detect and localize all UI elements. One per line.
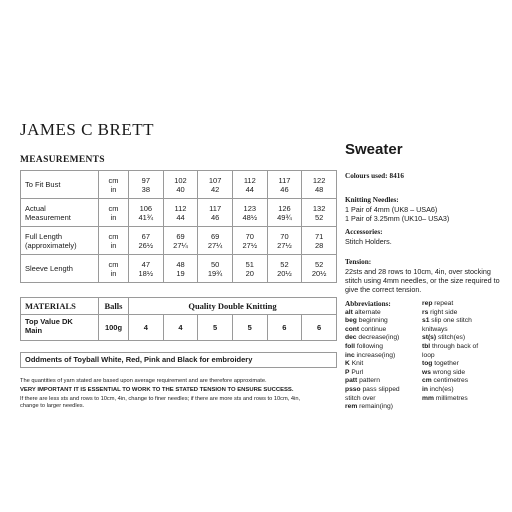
size-value-cell xyxy=(267,255,302,283)
yarn-name xyxy=(21,315,99,341)
unit-in: in xyxy=(110,212,117,222)
measurements-table xyxy=(20,170,337,283)
measurement-label-line: Actual xyxy=(25,203,46,213)
abbreviation-meaning: inch(es) xyxy=(427,385,454,393)
value-in: 27½ xyxy=(277,240,292,250)
value-in: 19¾ xyxy=(207,268,223,278)
abbreviation-key: mm xyxy=(422,394,434,402)
abbreviation-meaning: following xyxy=(355,342,383,350)
value-in: 44 xyxy=(245,184,254,194)
abbreviation-meaning: through back of xyxy=(430,342,479,350)
ball-count-cell: 4 xyxy=(129,315,164,341)
abbreviation-item xyxy=(345,326,421,335)
size-value-cell xyxy=(198,227,233,255)
unit-cell xyxy=(99,171,129,199)
value-cm: 69 xyxy=(176,231,185,241)
value-in: 41¾ xyxy=(138,212,154,222)
size-value-cell xyxy=(163,255,198,283)
value-cm: 107 xyxy=(208,175,222,185)
abbreviation-key: inc xyxy=(345,351,355,359)
value-in: 48 xyxy=(314,184,324,194)
abbreviation-key: K xyxy=(345,360,350,368)
value-cm: 112 xyxy=(174,203,187,213)
notes xyxy=(20,378,340,412)
abbreviation-item xyxy=(345,343,421,352)
accessories-heading: Accessories: xyxy=(345,228,383,236)
ball-count-cell: 5 xyxy=(198,315,233,341)
note-needles xyxy=(20,396,340,410)
value-in: 48½ xyxy=(242,212,258,222)
size-value-cell xyxy=(129,255,164,283)
abbreviation-item xyxy=(422,317,510,326)
abbreviation-meaning: pattern xyxy=(357,377,380,385)
size-value-cell xyxy=(302,199,337,227)
abbreviation-item xyxy=(345,403,421,412)
value-cm: 67 xyxy=(141,231,150,241)
size-value-cell xyxy=(129,199,164,227)
abbreviation-meaning: pass slipped xyxy=(360,385,400,393)
value-cm: 71 xyxy=(314,231,324,241)
size-value-cell xyxy=(163,171,198,199)
value-cm: 70 xyxy=(280,231,289,241)
size-value-cell xyxy=(198,199,233,227)
accessories xyxy=(345,228,505,246)
abbreviation-meaning: alternate xyxy=(352,308,381,316)
abbreviation-meaning: knitways xyxy=(422,325,448,333)
colours-value: 8416 xyxy=(389,172,404,180)
value-cm: 112 xyxy=(243,175,256,185)
unit-cm: cm xyxy=(108,175,119,185)
measurement-label-line: (approximately) xyxy=(25,240,77,250)
abbreviation-key: foll xyxy=(345,342,356,350)
abbreviation-item xyxy=(345,369,421,378)
ball-count-cell: 6 xyxy=(267,315,302,341)
brand-logo: JAMES C BRETT xyxy=(20,120,155,139)
measurement-row xyxy=(21,255,337,283)
size-value-cell xyxy=(267,171,302,199)
abbreviation-item xyxy=(345,386,421,395)
measurement-row xyxy=(21,199,337,227)
abbreviation-key: rem xyxy=(345,403,358,411)
value-in: 20 xyxy=(245,268,254,278)
abbreviation-key: beg xyxy=(345,317,357,325)
ball-count-cell: 5 xyxy=(232,315,267,341)
ball-count-cell: 6 xyxy=(302,315,337,341)
size-value-cell xyxy=(232,255,267,283)
abbreviation-item xyxy=(345,377,421,386)
abbreviation-key: tog xyxy=(422,360,433,368)
value-cm: 48 xyxy=(176,259,185,269)
abbreviation-meaning: wrong side xyxy=(430,368,466,376)
abbreviation-key: tbl xyxy=(422,342,431,350)
tension-heading: Tension: xyxy=(345,258,372,266)
value-in: 20½ xyxy=(311,268,327,278)
abbreviation-item xyxy=(422,300,510,309)
abbreviation-meaning: increase(ing) xyxy=(354,351,396,359)
abbreviation-item xyxy=(422,343,510,352)
value-cm: 117 xyxy=(278,175,291,185)
note-needles-line: change to larger needles. xyxy=(20,403,85,409)
size-value-cell xyxy=(129,171,164,199)
abbreviation-key: psso xyxy=(345,385,361,393)
size-value-cell xyxy=(198,255,233,283)
abbreviation-meaning: continue xyxy=(359,325,387,333)
abbreviation-meaning: decrease(ing) xyxy=(356,334,400,342)
size-value-cell xyxy=(232,227,267,255)
abbreviations-heading: Abbreviations: xyxy=(345,300,391,308)
yarn-name-line: Main xyxy=(25,326,43,335)
measurements-heading: MEASUREMENTS xyxy=(20,155,105,165)
materials-header-row xyxy=(21,298,337,315)
materials-heading: MATERIALS xyxy=(21,298,99,315)
abbreviation-meaning: centimetres xyxy=(431,377,469,385)
abbreviation-item xyxy=(345,360,421,369)
abbreviation-meaning: together xyxy=(432,360,459,368)
size-value-cell xyxy=(163,199,198,227)
value-in: 46 xyxy=(210,212,220,222)
measurement-label xyxy=(21,171,99,199)
value-in: 42 xyxy=(210,184,220,194)
value-in: 38 xyxy=(141,184,150,194)
abbreviation-item xyxy=(345,334,421,343)
oddments-note: Oddments of Toyball White, Red, Pink and Black for embroidery xyxy=(20,352,337,368)
abbreviation-meaning: Knit xyxy=(349,360,364,368)
size-value-cell xyxy=(198,171,233,199)
value-cm: 51 xyxy=(245,259,254,269)
value-in: 20½ xyxy=(277,268,292,278)
abbreviation-meaning: stitch over xyxy=(345,394,376,402)
colours-used xyxy=(345,171,505,181)
value-in: 27½ xyxy=(242,240,258,250)
abbreviation-key: in xyxy=(422,385,428,393)
abbreviation-item xyxy=(422,386,510,395)
measurement-label xyxy=(21,255,99,283)
value-in: 27¼ xyxy=(207,240,223,250)
abbreviation-item xyxy=(422,377,510,386)
abbreviation-item xyxy=(345,317,421,326)
unit-in: in xyxy=(110,240,117,250)
abbreviation-key: rep xyxy=(422,300,433,307)
unit-in: in xyxy=(110,184,117,194)
tension-text: 22sts and 28 rows to 10cm, 4in, over stocking stitch using 4mm needles, or the size required to give the correct tension. xyxy=(345,267,500,294)
measurement-label xyxy=(21,199,99,227)
abbreviation-key: cont xyxy=(345,325,360,333)
value-cm: 50 xyxy=(210,259,220,269)
abbreviation-meaning: remain(ing) xyxy=(357,403,393,411)
page-title: Sweater xyxy=(345,141,403,158)
unit-cm: cm xyxy=(108,259,119,269)
measurement-label xyxy=(21,227,99,255)
note-needles-line: If there are less sts and rows to 10cm, 4in, change to finer needles; if there are more sts and rows to 10cm, 4in, xyxy=(20,396,301,402)
tension xyxy=(345,258,509,294)
value-cm: 52 xyxy=(314,259,324,269)
value-in: 19 xyxy=(176,268,185,278)
abbreviation-meaning: Purl xyxy=(349,368,364,376)
abbreviation-item xyxy=(422,309,510,318)
abbreviation-meaning: repeat xyxy=(432,300,454,307)
abbreviation-key: patt xyxy=(345,377,358,385)
measurement-row xyxy=(21,227,337,255)
value-cm: 97 xyxy=(141,175,150,185)
abbreviation-key: s1 xyxy=(422,317,430,325)
abbreviation-meaning: stitch(es) xyxy=(436,334,466,342)
abbreviation-item xyxy=(422,334,510,343)
value-in: 49¾ xyxy=(277,212,292,222)
abbreviation-key: P xyxy=(345,368,350,376)
value-in: 26½ xyxy=(138,240,154,250)
abbreviation-item xyxy=(345,395,421,404)
value-cm: 47 xyxy=(141,259,150,269)
abbreviation-key: ws xyxy=(422,368,431,376)
abbreviations-col-2 xyxy=(422,300,510,403)
abbreviation-meaning: millimetres xyxy=(433,394,468,402)
unit-cell xyxy=(99,227,129,255)
abbreviation-meaning: slip one stitch xyxy=(429,317,472,325)
abbreviation-item xyxy=(345,352,421,361)
value-cm: 69 xyxy=(210,231,220,241)
abbreviation-meaning: right side xyxy=(428,308,458,316)
unit-cell xyxy=(99,199,129,227)
value-in: 40 xyxy=(176,184,185,194)
abbreviations-col-1 xyxy=(345,300,421,412)
materials-table xyxy=(20,297,337,341)
value-cm: 123 xyxy=(243,203,257,213)
size-value-cell xyxy=(163,227,198,255)
value-cm: 132 xyxy=(312,203,326,213)
unit-cm: cm xyxy=(108,203,119,213)
value-cm: 102 xyxy=(174,175,187,185)
knitting-needles xyxy=(345,196,505,223)
size-value-cell xyxy=(267,199,302,227)
size-value-cell xyxy=(232,171,267,199)
measurement-label-line: To Fit Bust xyxy=(25,180,61,189)
value-in: 27¼ xyxy=(173,240,188,250)
yarn-weight: 100g xyxy=(99,315,129,341)
abbreviation-key: rs xyxy=(422,308,429,316)
unit-in: in xyxy=(110,268,117,278)
abbreviation-item xyxy=(422,352,510,361)
abbreviation-item xyxy=(422,326,510,335)
value-in: 46 xyxy=(280,184,289,194)
measurement-label-line: Measurement xyxy=(25,212,71,222)
abbreviation-meaning: beginning xyxy=(356,317,388,325)
note-tension-important: VERY IMPORTANT IT IS ESSENTIAL TO WORK TO THE STATED TENSION TO ENSURE SUCCESS. xyxy=(20,387,294,393)
size-value-cell xyxy=(302,171,337,199)
abbreviation-item xyxy=(422,369,510,378)
abbreviation-key: cm xyxy=(422,377,432,385)
ball-count-cell: 4 xyxy=(163,315,198,341)
abbreviation-item xyxy=(422,395,510,404)
size-value-cell xyxy=(302,227,337,255)
abbreviation-meaning: loop xyxy=(422,351,435,359)
abbreviation-item xyxy=(345,309,421,318)
value-cm: 70 xyxy=(245,231,254,241)
abbreviation-item xyxy=(422,360,510,369)
value-cm: 122 xyxy=(312,175,326,185)
size-value-cell xyxy=(232,199,267,227)
needle-line: 1 Pair of 3.25mm (UK10– USA3) xyxy=(345,214,450,223)
size-value-cell xyxy=(129,227,164,255)
size-value-cell xyxy=(302,255,337,283)
measurement-label-line: Sleeve Length xyxy=(25,264,73,273)
value-cm: 117 xyxy=(209,203,222,213)
needles-heading: Knitting Needles: xyxy=(345,196,399,204)
unit-cm: cm xyxy=(108,231,119,241)
value-in: 44 xyxy=(176,212,185,222)
yarn-name-line: Top Value DK xyxy=(25,317,73,326)
abbreviation-key: alt xyxy=(345,308,353,316)
unit-cell xyxy=(99,255,129,283)
balls-label: Balls xyxy=(99,298,129,315)
value-cm: 126 xyxy=(278,203,291,213)
value-in: 28 xyxy=(314,240,324,250)
value-in: 52 xyxy=(314,212,324,222)
value-cm: 106 xyxy=(139,203,153,213)
quality-label: Quality Double Knitting xyxy=(129,298,337,315)
size-value-cell xyxy=(267,227,302,255)
value-cm: 52 xyxy=(280,259,289,269)
needle-line: 1 Pair of 4mm (UK8 – USA6) xyxy=(345,205,438,214)
colours-label: Colours used: xyxy=(345,172,388,180)
abbreviation-key: st(s) xyxy=(422,334,437,342)
abbreviation-key: dec xyxy=(345,334,357,342)
measurement-row xyxy=(21,171,337,199)
note-quantities: The quantities of yarn stated are based upon average requirement and are therefore approximate. xyxy=(20,378,267,384)
measurement-label-line: Full Length xyxy=(25,231,63,241)
yarn-row xyxy=(21,315,337,341)
accessories-text: Stitch Holders. xyxy=(345,237,392,246)
value-in: 18½ xyxy=(138,268,154,278)
